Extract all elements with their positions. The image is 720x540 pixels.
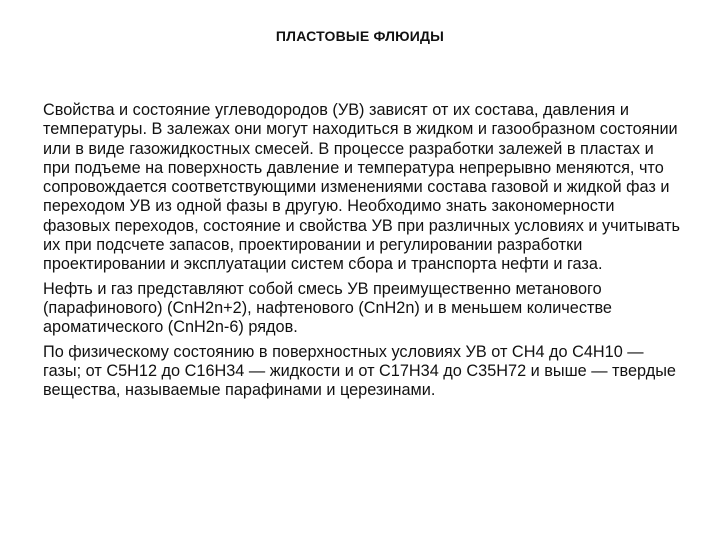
paragraph-properties: Свойства и состояние углеводородов (УВ) зависят от их состава, давления и температуры. В залежах они могут находиться в жидком и газообразном состоянии или в виде газожидкостных смесей. В процессе разработки залежей в пластах и при подъеме на поверхность давление и температура непрерывно меняются, что сопровождается соответствующими изменениями состава газовой и жидкой фаз и переходом УВ из одной фазы в другую. Необходимо знать закономерности фазовых переходов, состояние и свойства УВ при различных условиях и учитывать их при подсчете запасов, проектировании и регулировании разработки проектировании и эксплуатации систем сбора и транспорта нефти и газа. <box>43 101 681 274</box>
paragraph-physical-state: По физическому состоянию в поверхностных условиях УВ от CH4 до C4H10 — газы; от C5H12 до C16H34 — жидкости и от C17H34 до C35H72 и выше — твердые вещества, называемые парафинами и церезинами. <box>43 342 676 400</box>
slide-title: ПЛАСТОВЫЕ ФЛЮИДЫ <box>275 28 445 44</box>
slide-body <box>43 101 683 405</box>
paragraph-composition: Нефть и газ представляют собой смесь УВ преимущественно метанового (парафинового) (CnH2n+2), нафтенового (CnH2n) и в меньшем количестве ароматического (CnH2n-6) рядов. <box>43 279 612 337</box>
